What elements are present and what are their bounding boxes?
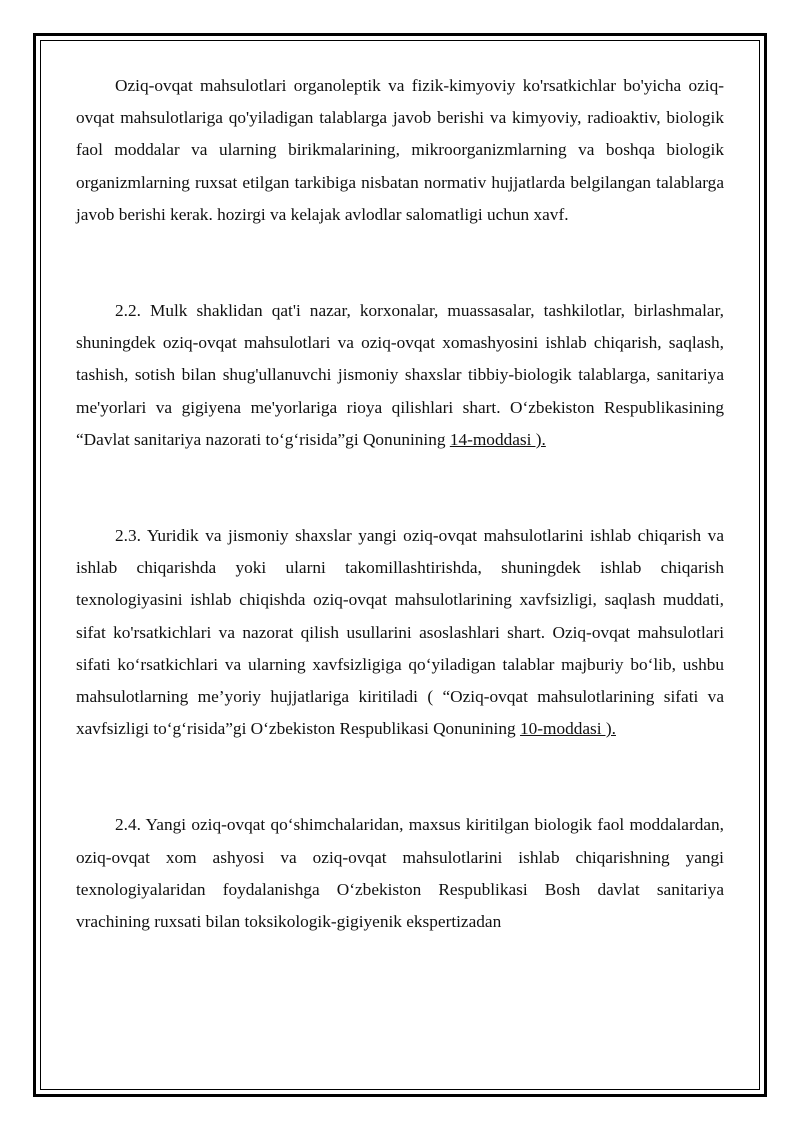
law-article-14-link[interactable]: 14-moddasi ).: [449, 429, 546, 449]
law-article-10-link[interactable]: 10-moddasi ).: [519, 719, 616, 739]
paragraph-1: [76, 70, 724, 231]
paragraph-text: 2.4. Yangi oziq-ovqat qo‘shimchalaridan, maxsus kiritilgan biologik faol moddalardan, oziq-ovqat xom ashyosi va oziq-ovqat mahsulotlarini ishlab chiqarishning yangi texnologiyalaridan foydalanishga O‘zbekiston Respublikasi Bosh davlat sanitariya vrachining ruxsati bilan toksikologik-gigiyenik ekspertizadan: [76, 815, 724, 932]
document-body: [76, 70, 724, 938]
paragraph-text: 2.2. Mulk shaklidan qat'i nazar, korxonalar, muassasalar, tashkilotlar, birlashmalar, shuningdek oziq-ovqat mahsulotlari va oziq-ovqat xomashyosini ishlab chiqarish, saqlash, tashish, sotish bilan shug'ullanuvchi jismoniy shaxslar tibbiy-biologik talablarga, sanitariya me'yorlari va gigiyena me'yorlariga rioya qilishlari shart. O‘zbekiston Respublikasining “Davlat sanitariya nazorati to‘g‘risida”gi Qonunining: [76, 301, 724, 449]
paragraph-2-4: [76, 809, 724, 938]
paragraph-text: Oziq-ovqat mahsulotlari organoleptik va fizik-kimyoviy ko'rsatkichlar bo'yicha oziq-ovqat mahsulotlariga qo'yiladigan talablarga javob berishi va kimyoviy, radioaktiv, biologik faol moddalar va ularning birikmalarining, mikroorganizmlarning va boshqa biologik organizmlarning ruxsat etilgan tarkibiga nisbatan normativ hujjatlarda belgilangan talablarga javob berishi kerak. hozirgi va kelajak avlodlar salomatligi uchun xavf.: [76, 76, 724, 224]
paragraph-text: 2.3. Yuridik va jismoniy shaxslar yangi oziq-ovqat mahsulotlarini ishlab chiqarish va ishlab chiqarishda yoki ularni takomillashtirishda, shuningdek ishlab chiqarish texnologiyasini ishlab chiqishda oziq-ovqat mahsulotlarining xavfsizligi, saqlash muddati, sifat ko'rsatkichlari va nazorat qilish usullarini asoslashlari shart. Oziq-ovqat mahsulotlari sifati ko‘rsatkichlari va ularning xavfsizligiga qo‘yiladigan talablar majburiy bo‘lib, ushbu mahsulotlarning me’yoriy hujjatlariga kiritiladi ( “Oziq-ovqat mahsulotlarining sifati va xavfsizligi to‘g‘risida”gi O‘zbekiston Respublikasi Qonunining: [76, 526, 724, 739]
paragraph-2-2: [76, 295, 724, 456]
paragraph-2-3: [76, 520, 724, 745]
